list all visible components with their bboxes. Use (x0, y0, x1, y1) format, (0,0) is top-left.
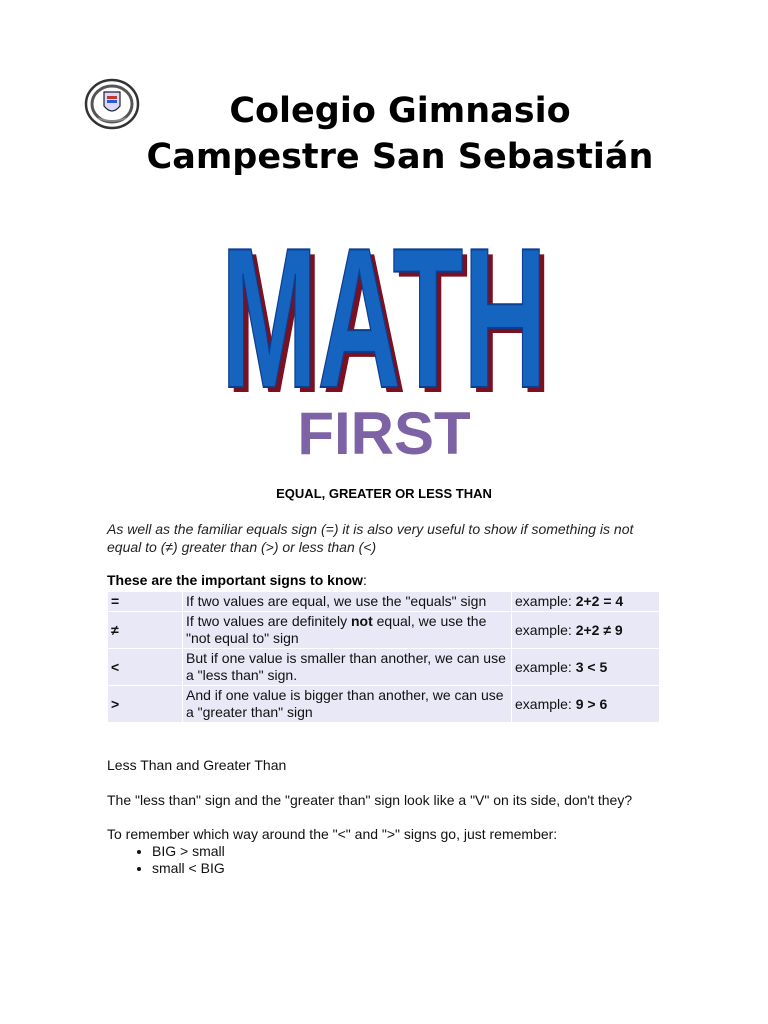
school-name-line2: Campestre San Sebastián (146, 137, 654, 177)
signs-heading-bold: These are the important signs to know (107, 572, 363, 588)
paragraph-remember: To remember which way around the "<" and ">" signs go, just remember: (107, 826, 558, 842)
desc-text: equal, we use the "not equal to" sign (186, 613, 487, 646)
table-row (108, 649, 659, 685)
table-row (108, 612, 659, 648)
sign-symbol: = (108, 592, 182, 611)
sign-symbol: ≠ (108, 612, 182, 648)
example-label: example: (515, 658, 576, 675)
sign-example (512, 612, 659, 648)
grade-title: FIRST (297, 400, 471, 467)
school-name-line1: Colegio Gimnasio (229, 91, 571, 131)
signs-heading-suffix: : (362, 572, 367, 588)
sign-description (183, 612, 511, 648)
sign-description (183, 649, 511, 685)
desc-text: But if one value is smaller than another, we can use a "less than" sign. (186, 650, 506, 683)
sign-description (183, 686, 511, 722)
desc-text: If two values are definitely (186, 613, 351, 629)
section-heading: EQUAL, GREATER OR LESS THAN (276, 486, 492, 501)
table-row (108, 686, 659, 722)
math-wordart-shadow: MATH (226, 212, 552, 396)
example-value: 2+2 = 4 (575, 593, 624, 609)
sign-description (183, 592, 511, 611)
sign-symbol: > (108, 686, 182, 722)
example-label: example: (515, 593, 576, 609)
list-item: • BIG > small (152, 843, 225, 860)
subheading-less-greater: Less Than and Greater Than (107, 757, 287, 773)
desc-text: And if one value is bigger than another, we can use a "greater than" sign (186, 687, 504, 720)
example-label: example: (515, 695, 576, 712)
sign-example (512, 649, 659, 685)
signs-table (107, 591, 660, 723)
sign-example (512, 686, 659, 722)
example-value: 9 > 6 (575, 695, 608, 712)
intro-paragraph: As well as the familiar equals sign (=) it is also very useful to show if something is not equal to (≠) greater than (>) or less than (<) (107, 521, 634, 555)
sign-example (512, 592, 659, 611)
example-label: example: (515, 621, 576, 638)
list-item: • small < BIG (152, 860, 225, 877)
bullet-list (107, 843, 225, 877)
math-wordart (218, 198, 552, 396)
math-wordart-text: MATH (221, 207, 547, 396)
example-value: 3 < 5 (575, 658, 608, 675)
sign-symbol: < (108, 649, 182, 685)
paragraph-v-shape: The "less than" sign and the "greater than" sign look like a "V" on its side, don't they? (107, 792, 633, 808)
table-row (108, 592, 659, 611)
signs-heading (107, 572, 367, 588)
desc-bold: not (350, 613, 373, 629)
school-name (100, 88, 700, 180)
example-value: 2+2 ≠ 9 (575, 621, 623, 638)
desc-text: If two values are equal, we use the "equals" sign (186, 593, 487, 609)
